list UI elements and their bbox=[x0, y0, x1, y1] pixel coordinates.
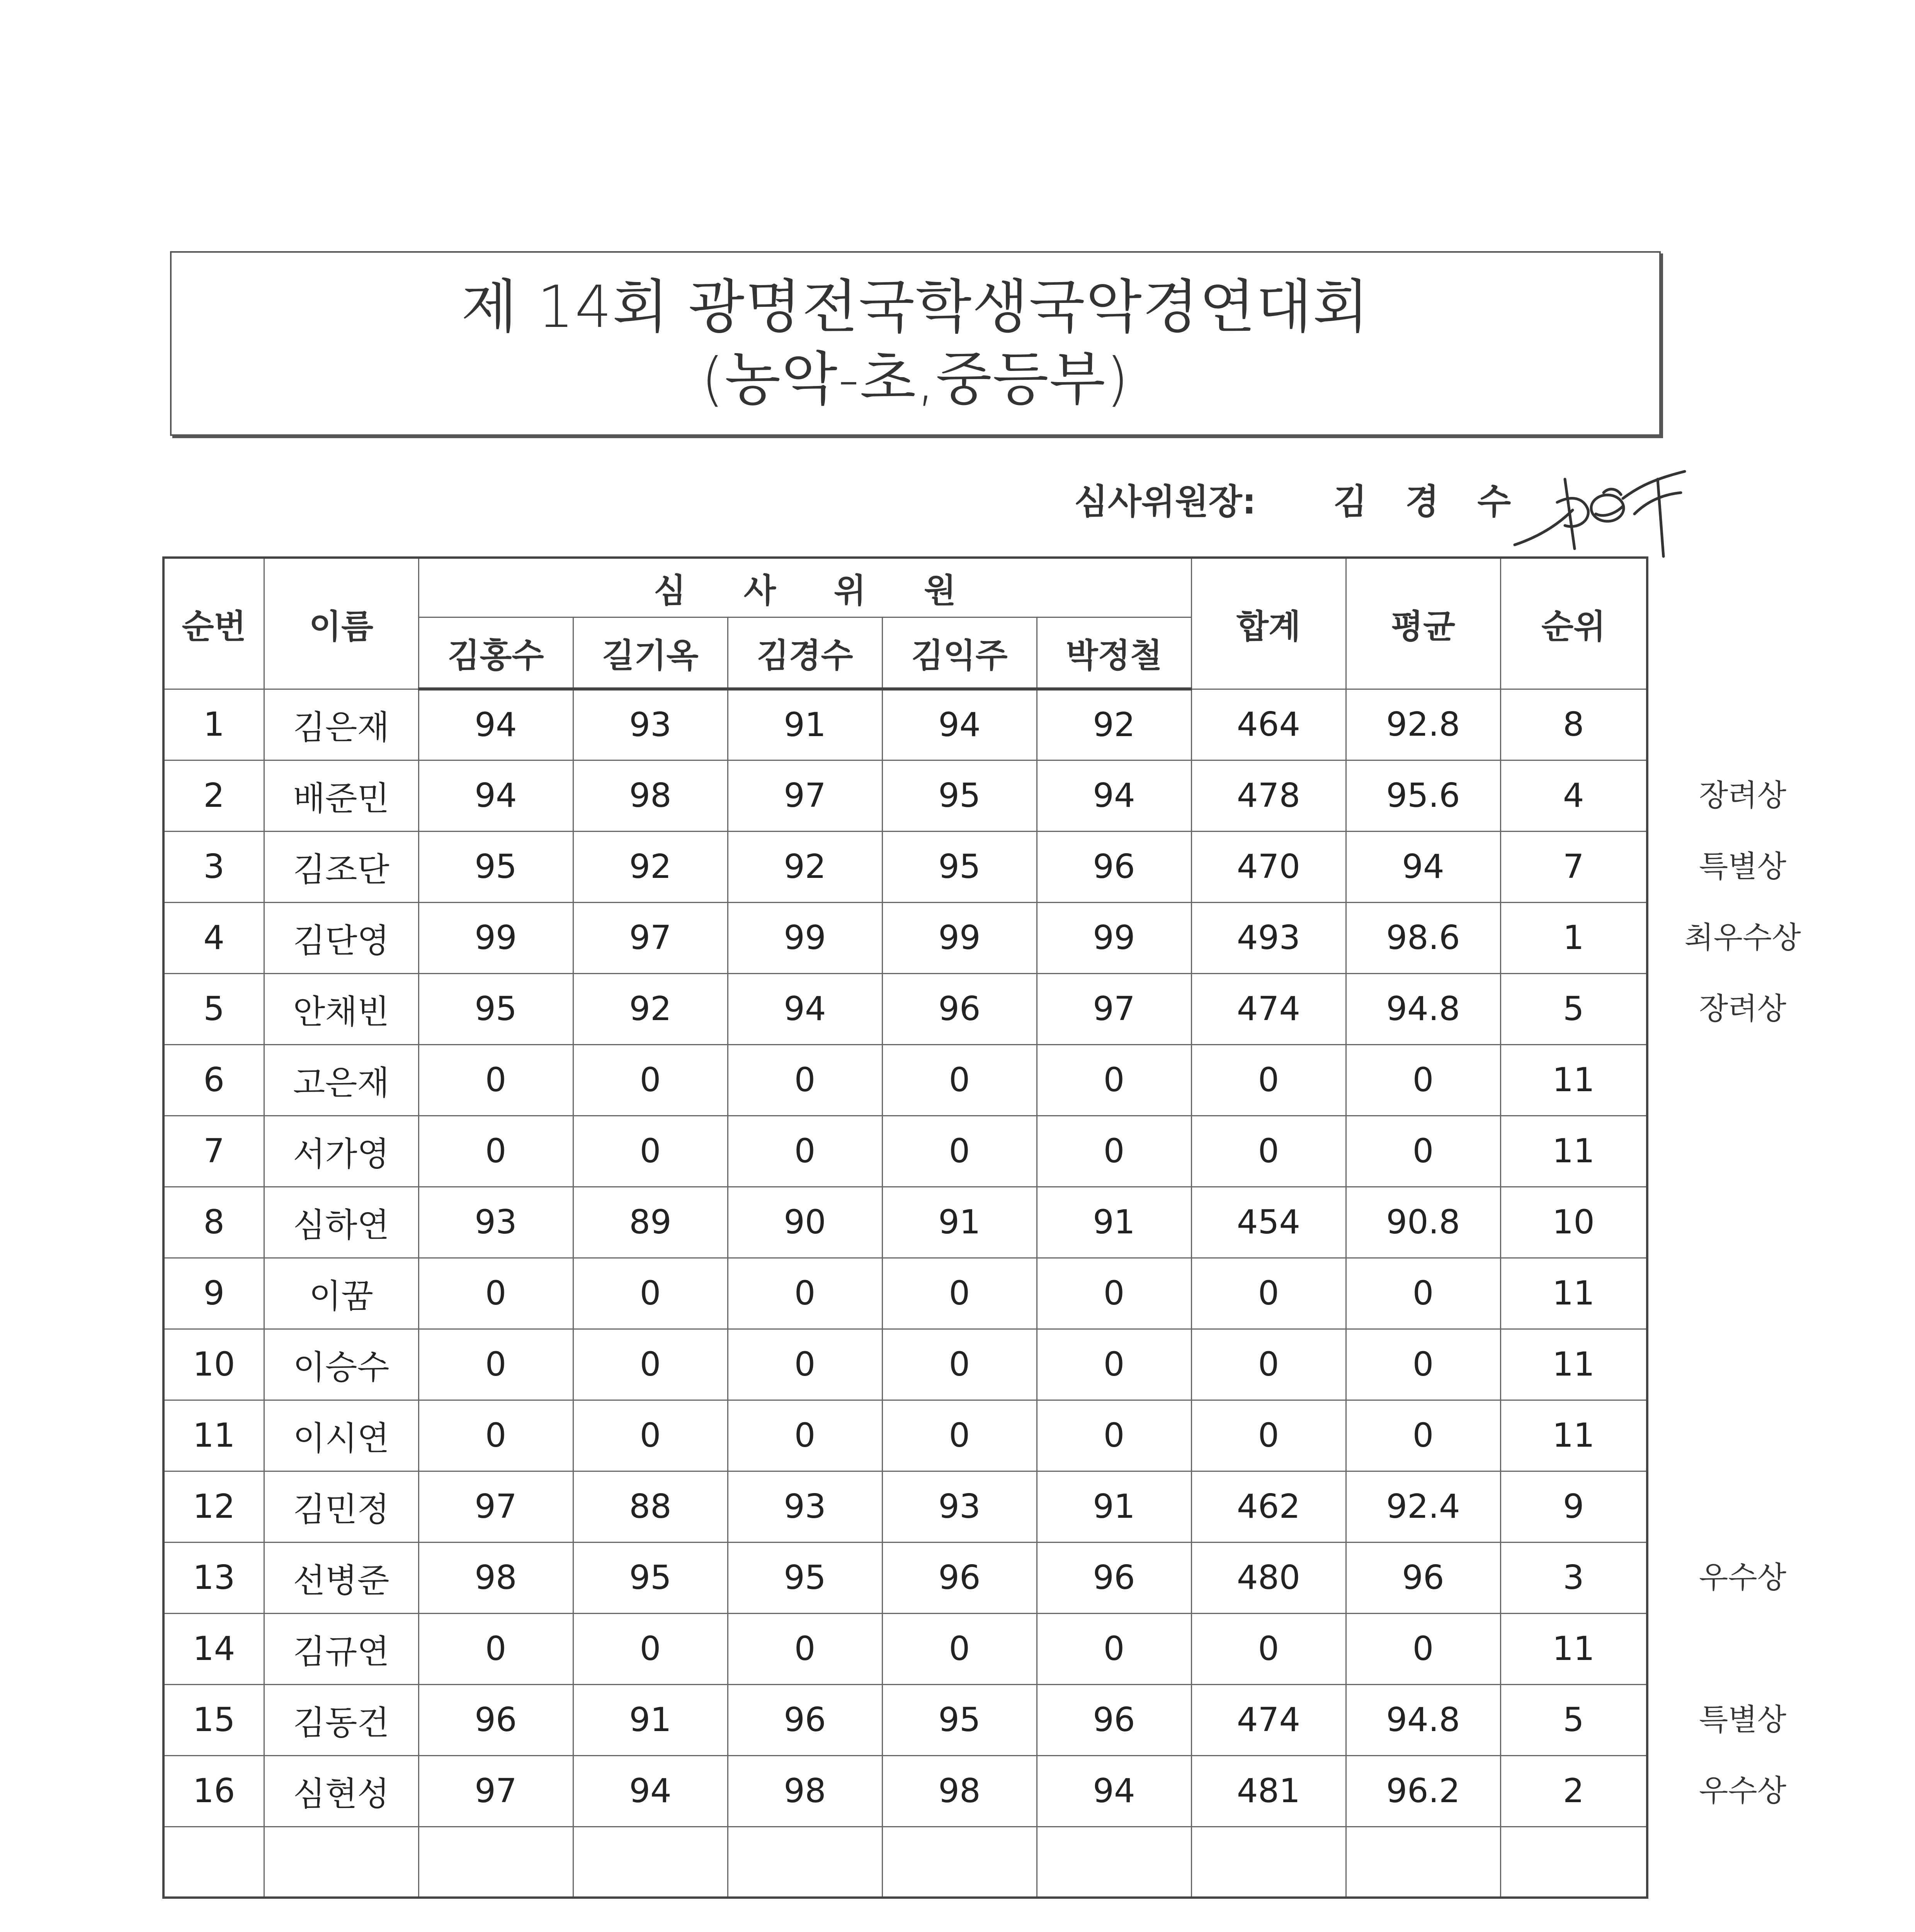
cell-score: 95 bbox=[882, 760, 1037, 831]
cell-score: 99 bbox=[1037, 902, 1191, 973]
cell-rank: 7 bbox=[1500, 831, 1647, 902]
table-row bbox=[163, 689, 1647, 760]
cell-score: 92 bbox=[1037, 689, 1191, 760]
cell-total: 0 bbox=[1191, 1613, 1346, 1684]
cell-score: 98 bbox=[728, 1755, 882, 1827]
cell-rank: 5 bbox=[1500, 1684, 1647, 1755]
cell-score: 0 bbox=[882, 1258, 1037, 1329]
cell-rank: 11 bbox=[1500, 1258, 1647, 1329]
cell-average: 92.8 bbox=[1346, 689, 1500, 760]
document-subtitle: (농악-초,중등부) bbox=[701, 346, 1130, 413]
header-judge: 길기옥 bbox=[573, 617, 728, 689]
cell-name: 서가영 bbox=[264, 1116, 418, 1187]
cell-total: 462 bbox=[1191, 1471, 1346, 1542]
cell-total: 0 bbox=[1191, 1116, 1346, 1187]
cell-score: 0 bbox=[573, 1116, 728, 1187]
cell-name: 김규연 bbox=[264, 1613, 418, 1684]
cell-average: 98.6 bbox=[1346, 902, 1500, 973]
cell-average: 94.8 bbox=[1346, 973, 1500, 1044]
cell-name: 김단영 bbox=[264, 902, 418, 973]
cell-no: 13 bbox=[163, 1542, 264, 1613]
cell-score: 92 bbox=[728, 831, 882, 902]
cell-rank: 11 bbox=[1500, 1044, 1647, 1116]
header-name: 이름 bbox=[264, 558, 418, 689]
cell-no: 1 bbox=[163, 689, 264, 760]
cell-score: 89 bbox=[573, 1187, 728, 1258]
cell-total: 470 bbox=[1191, 831, 1346, 902]
cell-score: 97 bbox=[573, 902, 728, 973]
cell-score: 0 bbox=[418, 1258, 573, 1329]
cell-score: 91 bbox=[573, 1684, 728, 1755]
cell-average: 0 bbox=[1346, 1116, 1500, 1187]
cell-score: 96 bbox=[1037, 1542, 1191, 1613]
cell-name: 심현성 bbox=[264, 1755, 418, 1827]
cell-no: 9 bbox=[163, 1258, 264, 1329]
cell-score: 0 bbox=[573, 1400, 728, 1471]
cell-no: 7 bbox=[163, 1116, 264, 1187]
cell-rank: 11 bbox=[1500, 1116, 1647, 1187]
cell-rank: 10 bbox=[1500, 1187, 1647, 1258]
cell-average: 94.8 bbox=[1346, 1684, 1500, 1755]
cell-rank: 11 bbox=[1500, 1613, 1647, 1684]
cell-name: 선병준 bbox=[264, 1542, 418, 1613]
table-row bbox=[163, 1044, 1647, 1116]
cell-score: 98 bbox=[418, 1542, 573, 1613]
cell-score: 94 bbox=[728, 973, 882, 1044]
table-row bbox=[163, 973, 1647, 1044]
header-judges-group: 심사위원 bbox=[418, 558, 1191, 617]
table-row-empty bbox=[163, 1827, 1647, 1898]
cell-score: 95 bbox=[728, 1542, 882, 1613]
cell-score: 99 bbox=[882, 902, 1037, 973]
cell-average: 0 bbox=[1346, 1329, 1500, 1400]
cell-score: 97 bbox=[418, 1471, 573, 1542]
cell-no: 6 bbox=[163, 1044, 264, 1116]
cell-score: 0 bbox=[728, 1613, 882, 1684]
cell-total: 474 bbox=[1191, 1684, 1346, 1755]
cell-score: 0 bbox=[573, 1329, 728, 1400]
cell-score: 0 bbox=[882, 1329, 1037, 1400]
cell-score: 0 bbox=[418, 1613, 573, 1684]
cell-score: 94 bbox=[418, 760, 573, 831]
cell-name: 김동건 bbox=[264, 1684, 418, 1755]
cell-total: 480 bbox=[1191, 1542, 1346, 1613]
cell-name: 이승수 bbox=[264, 1329, 418, 1400]
cell-rank: 8 bbox=[1500, 689, 1647, 760]
cell-score: 0 bbox=[1037, 1329, 1191, 1400]
cell-total: 0 bbox=[1191, 1329, 1346, 1400]
cell-score: 91 bbox=[1037, 1187, 1191, 1258]
cell-rank: 2 bbox=[1500, 1755, 1647, 1827]
cell-rank: 5 bbox=[1500, 973, 1647, 1044]
cell-score: 94 bbox=[882, 689, 1037, 760]
cell-score: 93 bbox=[882, 1471, 1037, 1542]
cell-score: 0 bbox=[728, 1044, 882, 1116]
header-no: 순번 bbox=[163, 558, 264, 689]
cell-score: 0 bbox=[573, 1258, 728, 1329]
document-title-box bbox=[170, 251, 1661, 436]
cell-score: 0 bbox=[728, 1400, 882, 1471]
cell-score: 92 bbox=[573, 973, 728, 1044]
header-judge: 김홍수 bbox=[418, 617, 573, 689]
score-table bbox=[162, 556, 1648, 1899]
cell-score: 90 bbox=[728, 1187, 882, 1258]
table-row bbox=[163, 1187, 1647, 1258]
cell-no: 14 bbox=[163, 1613, 264, 1684]
cell-total: 0 bbox=[1191, 1258, 1346, 1329]
head-judge-label: 심사위원장: bbox=[1074, 481, 1256, 522]
cell-score: 96 bbox=[882, 1542, 1037, 1613]
cell-total: 464 bbox=[1191, 689, 1346, 760]
award-label: 우수상 bbox=[1699, 1560, 1787, 1595]
cell-total: 0 bbox=[1191, 1044, 1346, 1116]
header-judge: 박정철 bbox=[1037, 617, 1191, 689]
table-row bbox=[163, 1471, 1647, 1542]
award-label: 특별상 bbox=[1699, 1702, 1787, 1737]
award-label: 장려상 bbox=[1699, 992, 1787, 1026]
cell-score: 0 bbox=[573, 1044, 728, 1116]
award-label: 우수상 bbox=[1699, 1774, 1787, 1808]
cell-average: 95.6 bbox=[1346, 760, 1500, 831]
cell-name: 김민정 bbox=[264, 1471, 418, 1542]
cell-empty bbox=[264, 1827, 418, 1898]
cell-no: 11 bbox=[163, 1400, 264, 1471]
table-row bbox=[163, 1400, 1647, 1471]
cell-score: 0 bbox=[1037, 1116, 1191, 1187]
cell-score: 0 bbox=[418, 1044, 573, 1116]
table-row bbox=[163, 1613, 1647, 1684]
cell-score: 94 bbox=[1037, 760, 1191, 831]
cell-rank: 3 bbox=[1500, 1542, 1647, 1613]
header-judge: 김익주 bbox=[882, 617, 1037, 689]
cell-score: 95 bbox=[882, 1684, 1037, 1755]
header-total: 합계 bbox=[1191, 558, 1346, 689]
award-label: 장려상 bbox=[1699, 778, 1787, 813]
cell-score: 0 bbox=[1037, 1400, 1191, 1471]
cell-average: 92.4 bbox=[1346, 1471, 1500, 1542]
cell-no: 2 bbox=[163, 760, 264, 831]
table-row bbox=[163, 1684, 1647, 1755]
cell-average: 96.2 bbox=[1346, 1755, 1500, 1827]
cell-name: 이꿈 bbox=[264, 1258, 418, 1329]
cell-score: 96 bbox=[1037, 1684, 1191, 1755]
cell-score: 96 bbox=[882, 973, 1037, 1044]
cell-score: 95 bbox=[573, 1542, 728, 1613]
cell-score: 0 bbox=[882, 1400, 1037, 1471]
cell-score: 0 bbox=[882, 1044, 1037, 1116]
cell-empty bbox=[163, 1827, 264, 1898]
cell-name: 김은재 bbox=[264, 689, 418, 760]
cell-no: 3 bbox=[163, 831, 264, 902]
cell-empty bbox=[1037, 1827, 1191, 1898]
cell-average: 0 bbox=[1346, 1613, 1500, 1684]
cell-no: 8 bbox=[163, 1187, 264, 1258]
cell-name: 배준민 bbox=[264, 760, 418, 831]
award-label: 최우수상 bbox=[1684, 920, 1801, 955]
cell-average: 0 bbox=[1346, 1400, 1500, 1471]
cell-score: 95 bbox=[882, 831, 1037, 902]
table-row bbox=[163, 760, 1647, 831]
cell-score: 91 bbox=[1037, 1471, 1191, 1542]
cell-average: 94 bbox=[1346, 831, 1500, 902]
cell-score: 94 bbox=[418, 689, 573, 760]
cell-no: 4 bbox=[163, 902, 264, 973]
cell-total: 474 bbox=[1191, 973, 1346, 1044]
table-row bbox=[163, 1755, 1647, 1827]
table-row bbox=[163, 1329, 1647, 1400]
cell-score: 88 bbox=[573, 1471, 728, 1542]
cell-empty bbox=[728, 1827, 882, 1898]
head-judge bbox=[1074, 469, 1524, 527]
cell-score: 0 bbox=[1037, 1044, 1191, 1116]
cell-rank: 11 bbox=[1500, 1329, 1647, 1400]
cell-empty bbox=[1500, 1827, 1647, 1898]
award-label: 특별상 bbox=[1699, 849, 1787, 884]
cell-score: 0 bbox=[418, 1400, 573, 1471]
cell-empty bbox=[1191, 1827, 1346, 1898]
cell-empty bbox=[1346, 1827, 1500, 1898]
header-judge: 김경수 bbox=[728, 617, 882, 689]
cell-total: 481 bbox=[1191, 1755, 1346, 1827]
cell-score: 92 bbox=[573, 831, 728, 902]
cell-name: 안채빈 bbox=[264, 973, 418, 1044]
cell-no: 16 bbox=[163, 1755, 264, 1827]
cell-score: 0 bbox=[882, 1116, 1037, 1187]
cell-name: 이시연 bbox=[264, 1400, 418, 1471]
cell-rank: 9 bbox=[1500, 1471, 1647, 1542]
cell-score: 0 bbox=[418, 1116, 573, 1187]
cell-no: 10 bbox=[163, 1329, 264, 1400]
cell-name: 심하연 bbox=[264, 1187, 418, 1258]
cell-score: 94 bbox=[1037, 1755, 1191, 1827]
cell-score: 93 bbox=[418, 1187, 573, 1258]
header-average: 평균 bbox=[1346, 558, 1500, 689]
cell-empty bbox=[882, 1827, 1037, 1898]
cell-average: 90.8 bbox=[1346, 1187, 1500, 1258]
cell-score: 97 bbox=[1037, 973, 1191, 1044]
cell-average: 96 bbox=[1346, 1542, 1500, 1613]
cell-score: 0 bbox=[728, 1116, 882, 1187]
cell-score: 0 bbox=[573, 1613, 728, 1684]
cell-score: 97 bbox=[418, 1755, 573, 1827]
cell-score: 93 bbox=[573, 689, 728, 760]
cell-score: 94 bbox=[573, 1755, 728, 1827]
cell-score: 99 bbox=[728, 902, 882, 973]
cell-score: 91 bbox=[728, 689, 882, 760]
cell-total: 493 bbox=[1191, 902, 1346, 973]
cell-average: 0 bbox=[1346, 1258, 1500, 1329]
cell-score: 0 bbox=[1037, 1613, 1191, 1684]
cell-score: 95 bbox=[418, 973, 573, 1044]
document-title: 제 14회 광명전국학생국악경연대회 bbox=[461, 273, 1370, 341]
cell-average: 0 bbox=[1346, 1044, 1500, 1116]
cell-total: 478 bbox=[1191, 760, 1346, 831]
cell-score: 0 bbox=[418, 1329, 573, 1400]
cell-score: 96 bbox=[418, 1684, 573, 1755]
cell-score: 97 bbox=[728, 760, 882, 831]
cell-score: 95 bbox=[418, 831, 573, 902]
cell-empty bbox=[418, 1827, 573, 1898]
cell-score: 0 bbox=[1037, 1258, 1191, 1329]
cell-total: 454 bbox=[1191, 1187, 1346, 1258]
cell-rank: 1 bbox=[1500, 902, 1647, 973]
cell-no: 15 bbox=[163, 1684, 264, 1755]
cell-total: 0 bbox=[1191, 1400, 1346, 1471]
cell-score: 99 bbox=[418, 902, 573, 973]
table-row bbox=[163, 1116, 1647, 1187]
cell-score: 98 bbox=[573, 760, 728, 831]
cell-no: 5 bbox=[163, 973, 264, 1044]
cell-rank: 4 bbox=[1500, 760, 1647, 831]
cell-score: 96 bbox=[1037, 831, 1191, 902]
table-row bbox=[163, 1542, 1647, 1613]
cell-score: 93 bbox=[728, 1471, 882, 1542]
cell-score: 0 bbox=[882, 1613, 1037, 1684]
header-rank: 순위 bbox=[1500, 558, 1647, 689]
cell-rank: 11 bbox=[1500, 1400, 1647, 1471]
cell-score: 0 bbox=[728, 1258, 882, 1329]
table-row bbox=[163, 1258, 1647, 1329]
cell-no: 12 bbox=[163, 1471, 264, 1542]
table-row bbox=[163, 902, 1647, 973]
cell-score: 91 bbox=[882, 1187, 1037, 1258]
table-row bbox=[163, 831, 1647, 902]
cell-name: 김조단 bbox=[264, 831, 418, 902]
cell-score: 0 bbox=[728, 1329, 882, 1400]
head-judge-name: 김 경 수 bbox=[1333, 481, 1524, 522]
cell-name: 고은재 bbox=[264, 1044, 418, 1116]
cell-score: 98 bbox=[882, 1755, 1037, 1827]
cell-empty bbox=[573, 1827, 728, 1898]
handwritten-signature bbox=[1507, 456, 1692, 564]
cell-score: 96 bbox=[728, 1684, 882, 1755]
